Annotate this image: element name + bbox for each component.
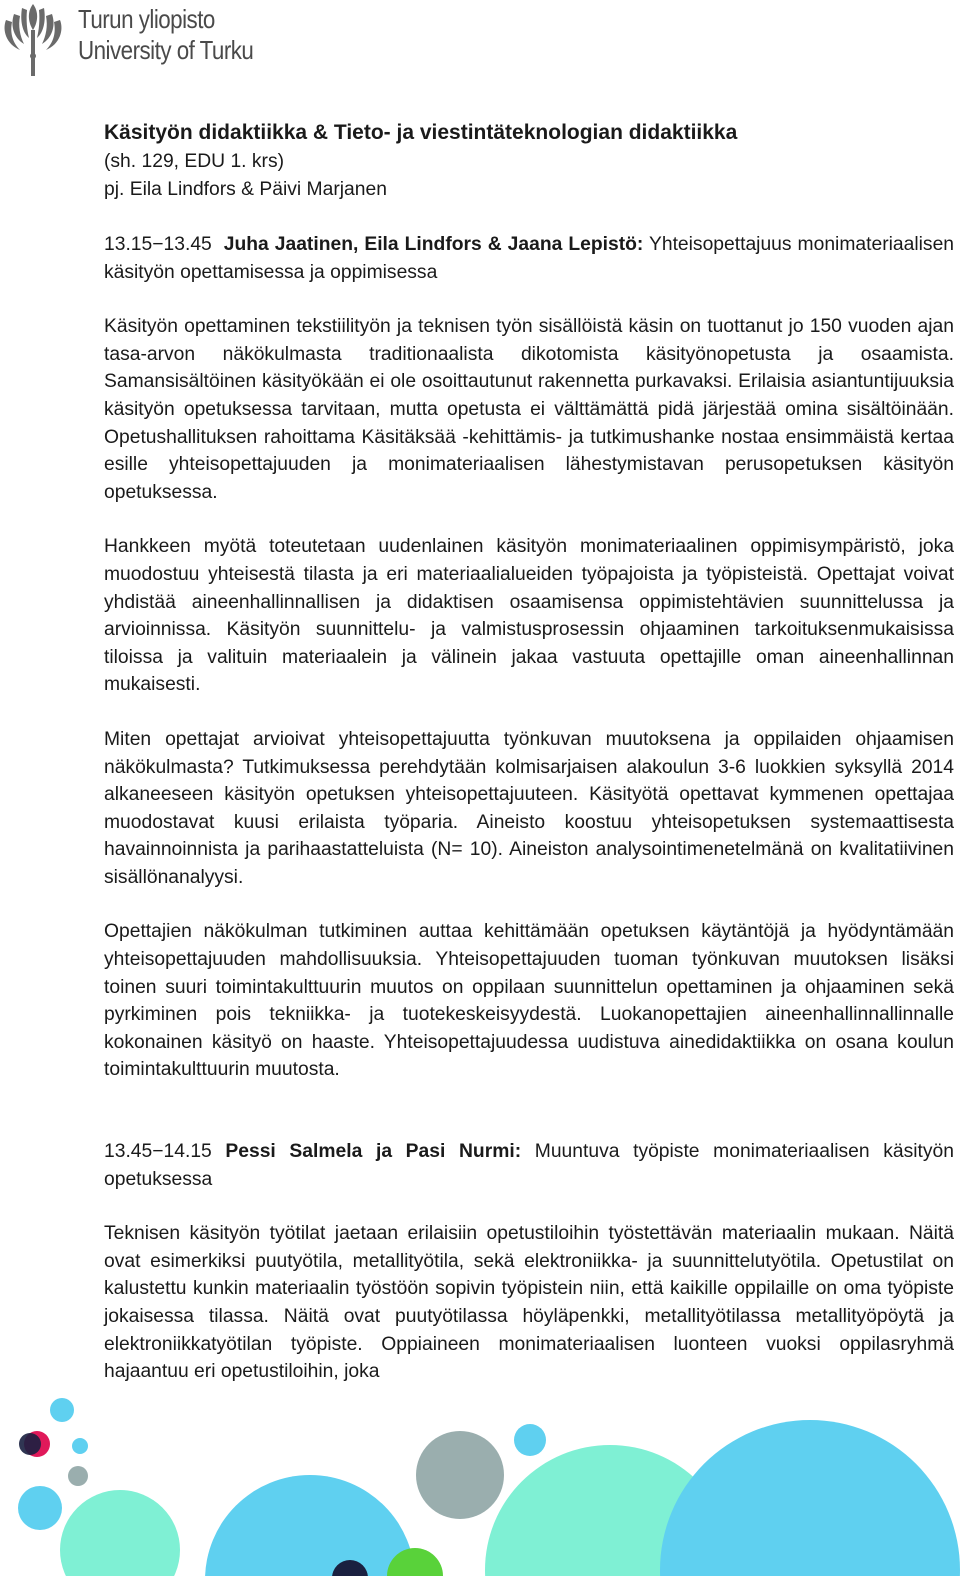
talk1-paragraph-3: Miten opettajat arvioivat yhteisopettajuutta työnkuvan muutoksena ja oppilaiden ohjaamisen näkökulmasta? Tutkimuksessa perehdytään kolmisarjaisen alakoulun 3-6 luokkien syksyllä 2014 alkaneeseen käsityön opetuksen yhteisopettajuuteen. Käsityötä opettavat kymmenen opettajaa muodostavat kuusi erilaista työparia. Aineisto koostuu yhteisopetuksen systemaattisesta havainnoinnista ja parihaastatteluista (N= 10). Aineiston analysointimenetelmänä on kvalitatiivinen sisällönanalyysi. (104, 728, 954, 888)
talk2-paragraph-1: Teknisen käsityön työtilat jaetaan erilaisiin opetustiloihin työstettävän materiaalin mukaan. Näitä ovat esimerkiksi puutyötila, metallityötila, sekä elektroniikka- ja suunnittelutyötila. Opetustilat on kalustettu kunkin materiaalin työstöön sopivin työpistein niin, että kaikille oppilaille on oma työpiste jokaisessa tilassa. Näitä ovat puutyötilassa höyläpenkki, metallityötilassa metallityöpöytä ja elektroniikkatyötilan työpiste. Oppiaineen monimateriaalisen luonteen vuoksi oppilasryhmä hajaantuu eri opetustiloihin, joka (104, 1223, 954, 1383)
talk1-authors: Juha Jaatinen, Eila Lindfors & Jaana Lepistö: (223, 234, 644, 255)
torch-emblem-icon (0, 0, 70, 80)
session-title: Käsityön didaktiikka & Tieto- ja viestintäteknologian didaktiikka (104, 121, 738, 144)
talk1-paragraph-4: Opettajien näkökulman tutkiminen auttaa kehittämään opetuksen käytäntöjä ja hyödyntämään yhteisopettajuuden mahdollisuuksia. Yhteisopettajuuden tuoman työnkuvan muutoksen lisäksi toinen suuri toimintakulttuurin muutos on oppilaan suunnittelun opettaminen ja ohjaaminen sekä pyrkiminen pois tekniikka- ja tuotekeskeisyydestä. Luokanopettajien aineenhallinnallinnalle kokonainen käsityö on haaste. Yhteisopettajuudessa uudistuva ainedidaktiikka on osana koulun toimintakulttuurin muutosta. (104, 921, 954, 1081)
logo-line-1: Turun yliopisto (78, 4, 215, 34)
circle-cyan-right (660, 1420, 960, 1576)
document-body (104, 118, 954, 1386)
decorative-circles (0, 1380, 960, 1576)
talk2-time: 13.45−14.15 (104, 1141, 212, 1163)
circle-cyan-medium (18, 1486, 62, 1530)
talk1-title: Yhteisopettajuus monimateriaalisen käsityön opettamisessa ja oppimisessa (104, 234, 955, 283)
circle-cyan-large (205, 1475, 415, 1576)
logo-line-2: University of Turku (78, 35, 254, 65)
talk2-title: Muuntuva työpiste monimateriaalisen käsityön opetuksessa (104, 1141, 955, 1190)
talk1-time: 13.15−13.45 (104, 234, 212, 255)
circle-navy (19, 1433, 41, 1455)
talk1-heading (104, 231, 954, 286)
session-room: (sh. 129, EDU 1. krs) (104, 151, 285, 172)
university-logo (0, 0, 280, 80)
talk2-authors: Pessi Salmela ja Pasi Nurmi: (225, 1141, 522, 1163)
talk1-paragraph-2: Hankkeen myötä toteutetaan uudenlainen käsityön monimateriaalinen oppimisympäristö, joka muodostuu yhteisestä tilasta ja eri materiaalialueiden työpajoista ja työpisteistä. Opettajat voivat yhdistää aineenhallinnallisen ja didaktisen osaamisensa oppimistehtävien suunnittelussa ja arvioinnissa. Käsityön suunnittelu- ja valmistusprosessin ohjaaminen tarkoituksenmukaisissa tiloissa ja valituin materiaalein ja välinein jakaa vastuuta opettajille oman aineenhallinnan mukaisesti. (104, 536, 954, 696)
talk2-heading (104, 1138, 954, 1193)
talk1-paragraph-1: Käsityön opettaminen tekstiilityön ja teknisen työn sisällöistä käsin on tuottanut jo 150 vuoden ajan tasa-arvon näkökulmasta traditionaalista dikotomista käsityönopetusta ja osaamista. Samansisältöinen käsityökään ei ole osoittautunut rakennetta purkavaksi. Erilaisia asiantuntijuuksia käsityön opetuksessa tarvitaan, mutta opetusta ei välttämättä pidä järjestää omina sisältöinään. Opetushallituksen rahoittama Käsitäksää -kehittämis- ja tutkimushanke nostaa ensimmäistä kertaa esille yhteisopettajuuden ja monimateriaalisen lähestymistavan perusopetuksen käsityön opetuksessa. (104, 316, 954, 503)
circle-gray-large (416, 1431, 504, 1519)
circle-cyan-small (50, 1398, 74, 1422)
session-chair: pj. Eila Lindfors & Päivi Marjanen (104, 179, 387, 200)
circle-cyan-mini (72, 1438, 88, 1454)
circle-cyan-top (514, 1424, 546, 1456)
circle-mint-left (60, 1490, 180, 1576)
circle-gray-small (68, 1466, 88, 1486)
